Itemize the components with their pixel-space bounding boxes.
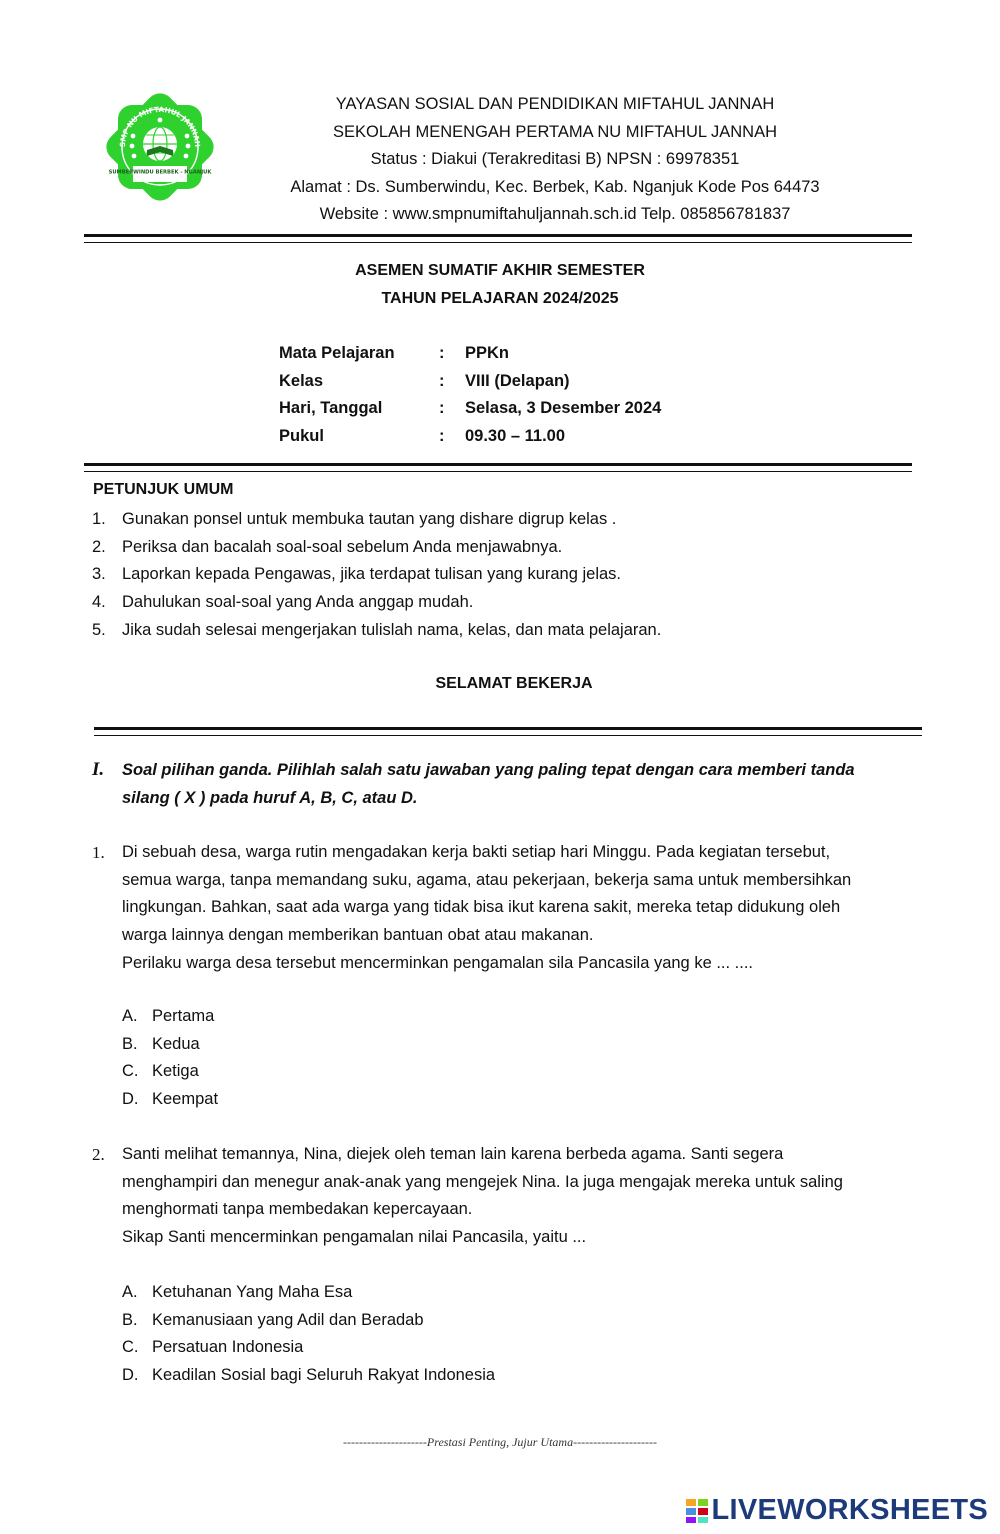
school-name: SEKOLAH MENENGAH PERTAMA NU MIFTAHUL JANNAH xyxy=(332,122,778,141)
exam-info-table xyxy=(279,340,661,450)
answer-option[interactable]: B. Kedua xyxy=(122,1034,200,1053)
answer-option[interactable]: C. Ketiga xyxy=(122,1062,199,1081)
question-number: 1. xyxy=(92,843,105,862)
school-logo xyxy=(97,84,223,210)
time-value: 09.30 – 11.00 xyxy=(465,426,566,445)
date-value: Selasa, 3 Desember 2024 xyxy=(465,399,662,417)
answer-option[interactable]: B. Kemanusiaan yang Adil dan Beradab xyxy=(122,1310,424,1329)
letterhead xyxy=(240,91,870,229)
instructions-heading: PETUNJUK UMUM xyxy=(93,481,234,498)
list-item: 1. Gunakan ponsel untuk membuka tautan yang dishare digrup kelas . xyxy=(92,510,617,528)
school-status: Status : Diakui (Terakreditasi B) NPSN : 69978351 xyxy=(370,150,740,169)
class-value: VIII (Delapan) xyxy=(465,371,570,390)
list-item: 4. Dahulukan soal-soal yang Anda anggap mudah. xyxy=(92,593,474,612)
closing-text: SELAMAT BEKERJA xyxy=(435,675,593,692)
answer-option[interactable]: A. Pertama xyxy=(122,1007,215,1025)
info-row: Kelas : VIII (Delapan) xyxy=(279,368,661,396)
academic-year: TAHUN PELAJARAN 2024/2025 xyxy=(381,289,619,307)
info-row: Mata Pelajaran : PPKn xyxy=(279,340,661,368)
info-divider xyxy=(84,463,912,472)
logo-top-text: SMP NU MIFTAHUL JANNAH xyxy=(117,104,203,148)
exam-title: ASEMEN SUMATIF AKHIR SEMESTER TAHUN PELAJARAN 2024/2025 xyxy=(200,257,800,312)
question-1-options xyxy=(122,1003,218,1114)
liveworksheets-icon xyxy=(686,1499,708,1523)
list-item: 3. Laporkan kepada Pengawas, jika terdapat tulisan yang kurang jelas. xyxy=(92,565,621,584)
liveworksheets-logo xyxy=(686,1494,989,1527)
question-1: 1. Di sebuah desa, warga rutin mengadakan kerja bakti setiap hari Minggu. Pada kegiatan tersebut, semua warga, tanpa memandang suku, agama, atau pekerjaan, bekerja sama untuk membersihkan lingkungan. Bahkan, saat ada warga yang tidak bisa ikut karena sakit, mereka tetap didukung oleh warga lainnya dengan memberikan bantuan obat atau makanan. Perilaku warga desa tersebut mencerminkan pengamalan sila Pancasila yang ke ... .... xyxy=(92,839,851,978)
question-2-options xyxy=(122,1279,495,1390)
foundation-name: YAYASAN SOSIAL DAN PENDIDIKAN MIFTAHUL JANNAH xyxy=(335,95,775,113)
section-instruction: I. Soal pilihan ganda. Pilihlah salah satu jawaban yang paling tepat dengan cara memberi tanda silang ( X ) pada huruf A, B, C, atau D. xyxy=(92,756,855,812)
instructions-list xyxy=(92,506,661,645)
answer-option[interactable]: D. Keempat xyxy=(122,1090,219,1109)
list-item: 5. Jika sudah selesai mengerjakan tulislah nama, kelas, dan mata pelajaran. xyxy=(92,620,662,639)
section-divider xyxy=(94,727,922,736)
footer-motto: ---------------------Prestasi Penting, Jujur Utama--------------------- xyxy=(342,1435,658,1449)
list-item: 2. Periksa dan bacalah soal-soal sebelum Anda menjawabnya. xyxy=(92,537,563,556)
question-2: 2. Santi melihat temannya, Nina, diejek oleh teman lain karena berbeda agama. Santi segera menghampiri dan menegur anak-anak yang mengejek Nina. Ia juga mengajak mereka untuk saling menghormati tanpa membedakan kepercayaan. Sikap Santi mencerminkan pengamalan nilai Pancasila, yaitu ... xyxy=(92,1141,843,1252)
answer-option[interactable]: C. Persatuan Indonesia xyxy=(122,1338,304,1357)
answer-option[interactable]: D. Keadilan Sosial bagi Seluruh Rakyat Indonesia xyxy=(122,1366,496,1385)
header-divider xyxy=(84,234,912,243)
answer-option[interactable]: A. Ketuhanan Yang Maha Esa xyxy=(122,1283,353,1301)
liveworksheets-wordmark: LIVEWORKSHEETS xyxy=(711,1494,988,1526)
subject-value: PPKn xyxy=(465,344,510,362)
section-numeral: I. xyxy=(92,759,105,780)
school-address: Alamat : Ds. Sumberwindu, Kec. Berbek, Kab. Nganjuk Kode Pos 64473 xyxy=(290,177,820,196)
school-website: Website : www.smpnumiftahuljannah.sch.id Telp. 085856781837 xyxy=(319,205,791,224)
globe-icon xyxy=(143,127,177,161)
info-row: Pukul : 09.30 – 11.00 xyxy=(279,423,661,451)
question-number: 2. xyxy=(92,1145,105,1164)
info-row: Hari, Tanggal : Selasa, 3 Desember 2024 xyxy=(279,395,661,423)
logo-bottom-text: SUMBERWINDU BERBEK - NGANJUK xyxy=(108,169,212,176)
